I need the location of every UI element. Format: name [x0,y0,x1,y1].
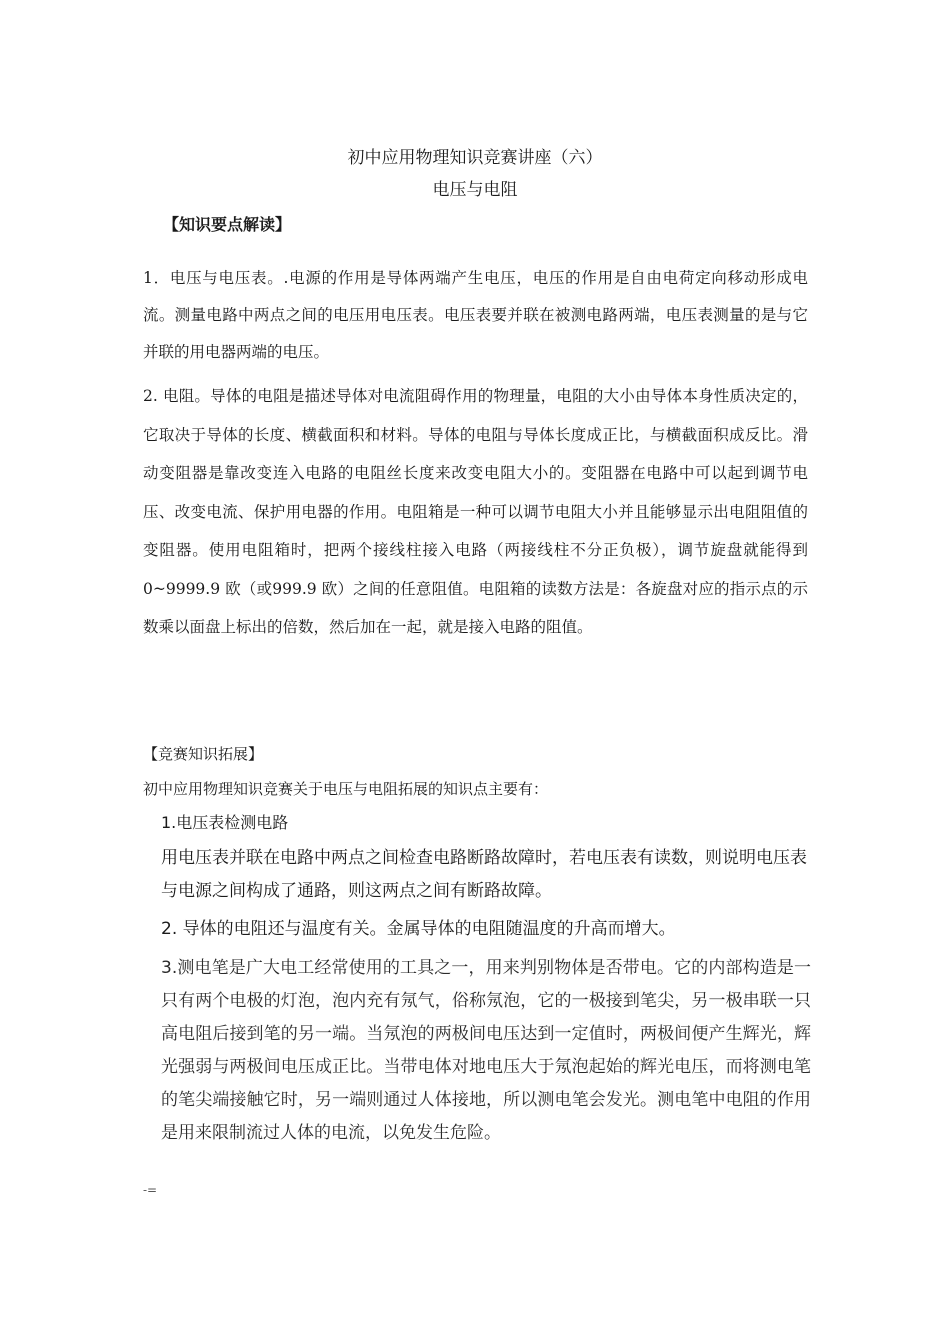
footer-mark: -= [143,1183,158,1197]
item-voltmeter-circuit-check-title: 1.电压表检测电路 [161,813,289,832]
item-test-pen: 3.测电笔是广大电工经常使用的工具之一，用来判别物体是否带电。它的内部构造是一只有两个电极的灯泡，泡内充有氖气，俗称氖泡，它的一极接到笔尖，另一极串联一只高电阻后接到笔的另一端。当氖泡的两极间电压达到一定值时，两极间便产生辉光，辉光强弱与两极间电压成正比。当带电体对地电压大于氖泡起始的辉光电压，而将测电笔的笔尖端接触它时，另一端则通过人体接地，所以测电笔会发光。测电笔中电阻的作用是用来限制流过人体的电流，以免发生危险。 [161,958,811,1143]
paragraph-extension-intro: 初中应用物理知识竞赛关于电压与电阻拓展的知识点主要有： [143,780,549,798]
paragraph-voltage-and-voltmeter: 1．电压与电压表。.电源的作用是导体两端产生电压，电压的作用是自由电荷定向移动形成电流。测量电路中两点之间的电压用电压表。电压表要并联在被测电路两端，电压表测量的是与它并联的用电器两端的电压。 [143,269,808,361]
document-title: 初中应用物理知识竞赛讲座（六） [347,148,603,168]
paragraph-resistance: 2. 电阻。导体的电阻是描述导体对电流阻碍作用的物理量，电阻的大小由导体本身性质决定的，它取决于导体的长度、横截面积和材料。导体的电阻与导体长度成正比，与横截面积成反比。滑动变阻器是靠改变连入电路的电阻丝长度来改变电阻大小的。变阻器在电路中可以起到调节电压、改变电流、保护用电器的作用。电阻箱是一种可以调节电阻大小并且能够显示出电阻阻值的变阻器。使用电阻箱时，把两个接线柱接入电路（两接线柱不分正负极），调节旋盘就能得到 0~9999.9 欧（或999.9 欧）之间的任意阻值。电阻箱的读数方法是：各旋盘对应的指示点的示数乘以面盘上标出的倍数，然后加在一起，就是接入电路的阻值。 [143,387,808,636]
section-heading-competition-extension: 【竞赛知识拓展】 [143,745,264,763]
section-heading-key-points: 【知识要点解读】 [163,215,292,234]
item-resistance-temperature: 2. 导体的电阻还与温度有关。金属导体的电阻随温度的升高而增大。 [161,919,676,939]
item-voltmeter-circuit-check-body: 用电压表并联在电路中两点之间检查电路断路故障时，若电压表有读数，则说明电压表与电源之间构成了通路，则这两点之间有断路故障。 [161,848,807,901]
document-subtitle: 电压与电阻 [432,180,518,200]
